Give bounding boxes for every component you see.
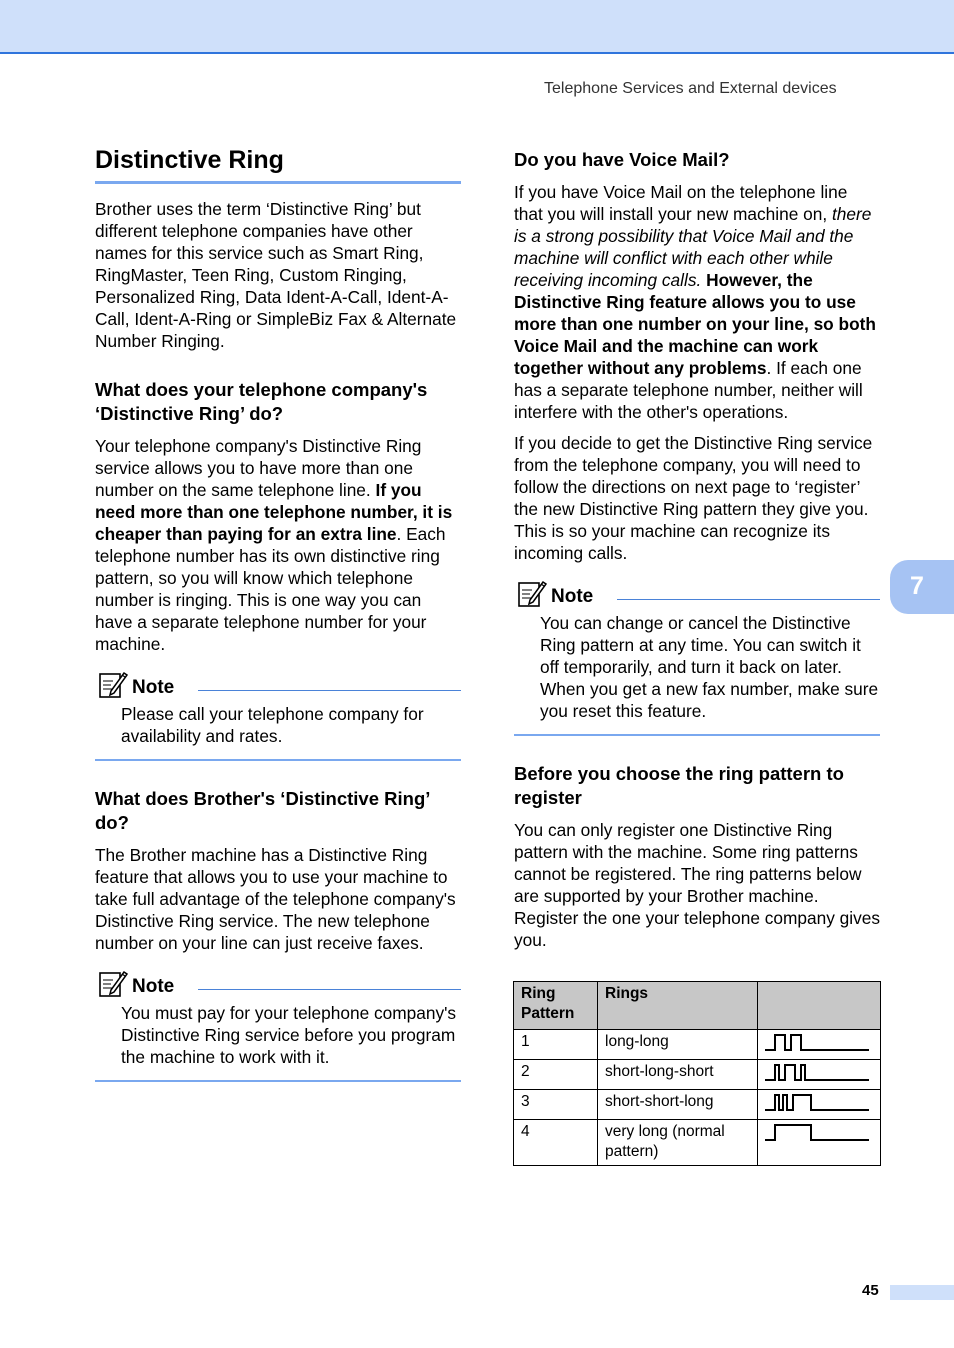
section-heading-voice-mail: Do you have Voice Mail? [514,149,730,170]
section-heading-before-register: Before you choose the ring pattern to register [514,763,844,808]
table-header-row [514,982,881,1030]
section-heading-brother-ring: What does Brother's ‘Distinctive Ring’ do? [95,788,430,833]
note-pencil-icon [98,968,128,998]
ring-pattern-number: 4 [514,1120,598,1166]
very-long-waveform-icon [765,1122,869,1142]
column-header-ring-pattern: Ring Pattern [514,982,598,1030]
note-change-cancel [514,578,880,722]
ring-pattern-table [513,981,881,1166]
ring-waveform-cell [758,1060,881,1090]
voice-mail-paragraph: If you have Voice Mail on the telephone line that you will install your new machine on, there is a strong possibility that Voice Mail and the machine will conflict with each other while receiving incoming calls. However, the Distinctive Ring feature allows you to use more than one number on your line, so both Voice Mail and the machine can work together without any problems. If each one has a separate telephone number, neither will interfere with the other's operations. [514,182,876,422]
table-row [514,1090,881,1120]
note-must-pay [95,968,461,1068]
left-column [95,145,461,1082]
table-row [514,1030,881,1060]
ring-waveform-cell [758,1090,881,1120]
short-long-short-waveform-icon [765,1062,869,1082]
company-ring-paragraph: Your telephone company's Distinctive Ring service allows you to have more than one number on the same telephone line. If you need more than one telephone number, it is cheaper than paying for an extra line. Each telephone number has its own distinctive ring pattern, so you will know which telephone number is ringing. This is one way you can have a separate telephone number for your machine. [95,436,453,654]
long-long-waveform-icon [765,1032,869,1052]
note-rule [198,989,461,990]
note-pencil-icon [98,669,128,699]
right-column [514,148,880,951]
running-header: Telephone Services and External devices [544,80,837,97]
note-label: Note [551,586,594,607]
column-header-waveform [758,982,881,1030]
chapter-number: 7 [910,572,924,600]
ring-pattern-description: short-short-long [598,1090,758,1120]
note-label: Note [132,976,175,997]
ring-pattern-number: 2 [514,1060,598,1090]
section-heading-company-ring: What does your telephone company's ‘Distinctive Ring’ do? [95,379,428,424]
table-row [514,1060,881,1090]
page-number: 45 [862,1282,879,1299]
page-title: Distinctive Ring [95,145,461,184]
ring-pattern-number: 1 [514,1030,598,1060]
note-rule [198,690,461,691]
note-text: Please call your telephone company for availability and rates. [121,704,424,746]
top-banner [0,0,954,54]
ring-waveform-cell [758,1120,881,1166]
register-directions-paragraph: If you decide to get the Distinctive Ring service from the telephone company, you will need to follow the directions on next page to ‘register’ the new Distinctive Ring pattern they give you. This is so your machine can recognize its incoming calls. [514,433,873,563]
note-call-company [95,669,461,747]
note-text: You can change or cancel the Distinctive Ring pattern at any time. You can switch it off temporarily, and turn it back on later. When you get a new fax number, make sure you reset this feature. [540,613,879,721]
table-row [514,1120,881,1166]
ring-waveform-cell [758,1030,881,1060]
short-short-long-waveform-icon [765,1092,869,1112]
note-rule [617,599,880,600]
note-label: Note [132,677,175,698]
register-paragraph: You can only register one Distinctive Ring pattern with the machine. Some ring patterns cannot be registered. The ring patterns below are supported by your Brother machine. Register the one your telephone company gives you. [514,820,881,950]
intro-paragraph: Brother uses the term ‘Distinctive Ring’ but different telephone companies have other names for this service such as Smart Ring, RingMaster, Teen Ring, Custom Ringing, Personalized Ring, Data Ident-A-Call, Ident-A-Call, Ident-A-Ring or SimpleBiz Fax & Alternate Number Ringing. [95,199,457,351]
chapter-tab [890,560,954,614]
brother-ring-paragraph: The Brother machine has a Distinctive Ring feature that allows you to use your machine to take full advantage of the telephone company's Distinctive Ring service. The new telephone number on your line can just receive faxes. [95,845,456,953]
ring-pattern-description: very long (normal pattern) [598,1120,758,1166]
ring-pattern-description: long-long [598,1030,758,1060]
footer-bar [890,1285,954,1300]
ring-pattern-number: 3 [514,1090,598,1120]
column-header-rings: Rings [598,982,758,1030]
note-pencil-icon [517,578,547,608]
note-end-rule [95,1080,461,1082]
note-text: You must pay for your telephone company's Distinctive Ring service before you program the machine to work with it. [121,1003,457,1067]
ring-pattern-description: short-long-short [598,1060,758,1090]
